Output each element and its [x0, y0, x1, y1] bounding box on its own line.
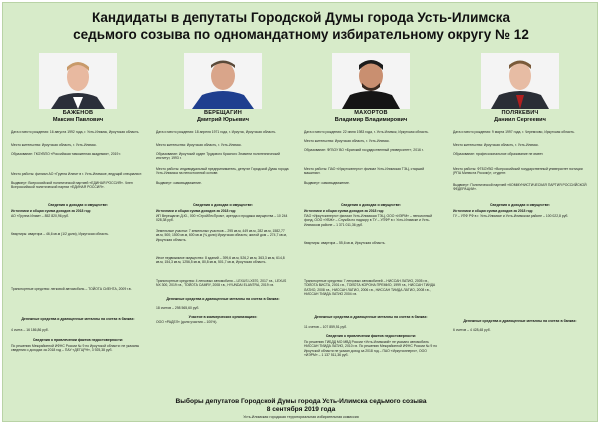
- candidate-vehicles: Транспортные средства: легковой автомобиль – ТОЙОТА СИЕНТА, 2009 г.в.: [11, 287, 132, 291]
- candidate-income: ПАО «Иркутскэнерго» филиал Усть-Илимская ТЭЦ, ООО «ИЭРМ» – пенсионный фонд, ООО «УВЖ» – Служба по надзору в ТУ – УПФР в г. Усть-Илимске и Усть-Илимском районе – 1 371 011,36 руб.: [304, 214, 432, 227]
- deposits-label: Денежные средства и драгоценные металлы на счетах в банках:: [314, 315, 428, 319]
- candidate-residence: Место жительства: Иркутская область, г. Усть-Илимск.: [11, 143, 97, 147]
- candidate-work: Место работы: ПАО «Иркутскэнерго» филиал Усть-Илимская ТЭЦ, старший машинист.: [304, 167, 425, 176]
- candidate-education: Образование: ФГБОУ ВО «Братский государственный университет», 2016 г.: [304, 148, 424, 152]
- candidate-card-3: [302, 53, 440, 383]
- candidate-vehicles: Транспортные средства: 7 легковых автомобилей – НИССАН ЛАТИО, 2005 г.в., ТОЙОТА ВИСТА, 2001 г.в., ТОЙОТА КОРОНА ПРЕМИО, 1999 г.в., НИССАН ТИИДА ЛАТИО, 2008 г.в., НИССАН ЛАТИО, 2006 г.в., НИССАН ТИИДА ЛАТИО, 2008 г.в., НИССАН ТИИДА ЛАТИО 2004 г.в.: [304, 279, 436, 296]
- candidate-dob: Дата и место рождения: 16 августа 1992 года, г. Усть-Илимск, Иркутская область.: [11, 130, 140, 134]
- income-source-label: Источники и общая сумма доходов за 2018 год:: [304, 209, 385, 213]
- candidate-nominated: Выдвинут: Всероссийской политической партией «ЕДИНАЯ РОССИЯ». Член Всероссийской политической партии «ЕДИНАЯ РОССИЯ».: [11, 181, 133, 190]
- income-header: Сведения о доходах и имуществе:: [490, 203, 550, 207]
- candidate-work: Место работы: филиал АО «Группа Илим» в г. Усть-Илимске, ведущий специалист.: [11, 172, 143, 176]
- candidate-realty: Квартиры: квартира – 55,6 кв.м, Иркутская область.: [304, 241, 386, 245]
- income-source-label: Источники и общая сумма доходов за 2018 год:: [453, 209, 534, 213]
- candidate-photo: [481, 53, 559, 109]
- candidate-income: АО «Группа Илим» – 852 820,96 руб.: [11, 214, 70, 218]
- candidate-residence: Место жительства: Иркутская область, г. Усть-Илимск.: [304, 139, 390, 143]
- candidate-business: ООО «РАДЕЛ» (доля участия – 100%).: [156, 320, 218, 324]
- page-title: [3, 9, 598, 43]
- candidate-card-2: [154, 53, 292, 383]
- candidate-realty: Квартиры: квартира – 46,6 кв.м (1/2 доли), Иркутская область.: [11, 232, 109, 236]
- candidate-surname: БАЖЕНОВ: [62, 110, 94, 116]
- title-line-1: Кандидаты в депутаты Городской Думы города Усть-Илимска: [91, 10, 511, 25]
- candidate-photo: [332, 53, 410, 109]
- candidate-nominated: Выдвинут: Политической партией «КОММУНИСТИЧЕСКАЯ ПАРТИЯ РОССИЙСКОЙ ФЕДЕРАЦИИ».: [453, 183, 587, 192]
- candidate-photo: [184, 53, 262, 109]
- candidate-income: ГУ – УПФ РФ в г. Усть-Илимске и Усть-Илимском районе – 100 022,8 руб.: [453, 214, 569, 218]
- income-header: Сведения о доходах и имуществе:: [48, 203, 108, 207]
- candidate-given-name: Владимир Владимирович: [334, 117, 408, 123]
- candidate-criminal: По решению Межрайонной ИФНС России № 9 по Иркутской области: не указаны сведения о доходах за 2018 год – ПАУ «ДЕГЦРН», 3 925,38 руб.: [11, 344, 140, 353]
- candidate-card-1: [9, 53, 147, 383]
- candidate-deposits: 4 счета – 16 186,86 руб.: [11, 328, 49, 332]
- business-label: Участие в коммерческих организациях:: [188, 315, 258, 319]
- candidate-surname: ПОЛЯКЕВИЧ: [501, 110, 539, 116]
- candidate-given-name: Даниил Сергеевич: [494, 117, 546, 123]
- candidate-income: ИП Верещагин Д.Ю., 000 «СтройЛесПром», аренда и продажа имущества – 10 244 028,38 руб.: [156, 214, 288, 223]
- candidate-work: Место работы: индивидуальный предприниматель, депутат Городской Думы города Усть-Илимска на непостоянной основе.: [156, 167, 289, 176]
- criminal-label: Сведения о привлечении фактов недостоверности:: [32, 338, 124, 342]
- candidate-surname: МАХОРТОВ: [354, 110, 388, 116]
- candidate-dob: Дата и место рождения: 18 апреля 1971 года, г. Иркутск, Иркутская область.: [156, 130, 277, 134]
- candidate-education: Образование: Иркутский орден Трудового Красного Знамени политехнический институт, 1993 г.: [156, 152, 280, 161]
- candidate-other-realty: Иное недвижимое имущество: 8 зданий – 399,6 кв.м, 526,2 кв.м, 363,3 кв.м, 614,8 кв.м, 154,3 кв.м, 1256,5 кв.м, 80,8 кв.м, 501,7 кв.м, Иркутская область.: [156, 256, 285, 265]
- candidate-dob: Дата и место рождения: 9 марта 1997 года, г. Черемхово, Иркутская область.: [453, 130, 575, 134]
- footer-line-1: Выборы депутатов Городской Думы города Усть-Илимска седьмого созыва: [175, 398, 427, 405]
- candidate-deposits: 6 счетов – 4 428,48 руб.: [453, 328, 491, 332]
- candidate-surname: ВЕРЕЩАГИН: [203, 110, 242, 116]
- candidate-given-name: Максим Павлович: [52, 117, 104, 123]
- candidate-card-4: [451, 53, 589, 383]
- candidate-photo: [39, 53, 117, 109]
- income-source-label: Источники и общая сумма доходов за 2018 год:: [11, 209, 92, 213]
- candidate-given-name: Дмитрий Юрьевич: [196, 117, 249, 123]
- candidate-criminal: По решению ГИБДД МО МВД России «Усть-Илимский» не указано автомобиль НИССАН ТИИДА ЛАТИО, 2010 г.в. По решению Межрайонной ИФНС России № 9 по Иркутской области не указан доход за 2018 год – ПАО «Иркутскэнерго», ООО «ИЭРМ» – 1 137 511,36 руб.: [304, 340, 437, 357]
- candidate-vehicles: Транспортные средства: 4 легковых автомобиля – LEXUS LX570, 2017 г.в., LEXUS NX 300, 2019 г.в., ТОЙОТА CAMRY, 2008 г.в., HYUNDAI ELANTRA, 2019 г.в.: [156, 279, 287, 288]
- footer-line-2: 8 сентября 2019 года: [266, 406, 336, 413]
- income-header: Сведения о доходах и имуществе:: [193, 203, 253, 207]
- poster: [2, 2, 598, 422]
- footer-line-3: Усть-Илимская городская территориальная избирательная комиссия: [243, 415, 359, 419]
- candidate-education: Образование: профессиональное образование не имеет.: [453, 152, 544, 156]
- candidate-work: Место работы: ФГБОУВО «Всероссийский государственный университет юстиции (РПА Минюста России)», студент.: [453, 167, 583, 176]
- candidate-education: Образование: ГКОУВПО «Российская таможенная академия», 2019 г.: [11, 152, 122, 156]
- candidate-residence: Место жительства: Иркутская область, г. Усть-Илимск.: [453, 143, 539, 147]
- candidate-dob: Дата и место рождения: 22 июня 1983 года, г. Усть-Илимск, Иркутская область.: [304, 130, 429, 134]
- candidate-nominated: Выдвинут: самовыдвижение.: [304, 181, 350, 185]
- candidate-residence: Место жительства: Иркутская область, г. Усть-Илимск.: [156, 143, 242, 147]
- deposits-label: Денежные средства и драгоценные металлы на счетах в банках:: [463, 319, 577, 323]
- income-header: Сведения о доходах и имуществе:: [341, 203, 401, 207]
- deposits-label: Денежные средства и драгоценные металлы на счетах в банках:: [21, 317, 135, 321]
- candidate-deposits: 11 счетов – 107 859,51 руб.: [304, 325, 348, 329]
- candidate-deposits: 18 счетов – 298 565,60 руб.: [156, 306, 200, 310]
- title-line-2: седьмого созыва по одномандатному избирательному округу № 12: [73, 27, 529, 42]
- criminal-label: Сведения о привлечении фактов недостоверности:: [325, 334, 417, 338]
- income-source-label: Источники и общая сумма доходов за 2018 год:: [156, 209, 237, 213]
- candidate-realty: Земельные участки: 7 земельных участков – 295 кв.м, 449 кв.м, 282 кв.м, 1582,77 кв.м, 500; 1500 кв.м, 600 кв.м (¾ доли) Иркутская область; жилой дом – 274,7 кв.м, Иркутская область.: [156, 229, 287, 242]
- candidate-nominated: Выдвинут: самовыдвижение.: [156, 181, 202, 185]
- deposits-label: Денежные средства и драгоценные металлы на счетах в банках:: [166, 297, 280, 301]
